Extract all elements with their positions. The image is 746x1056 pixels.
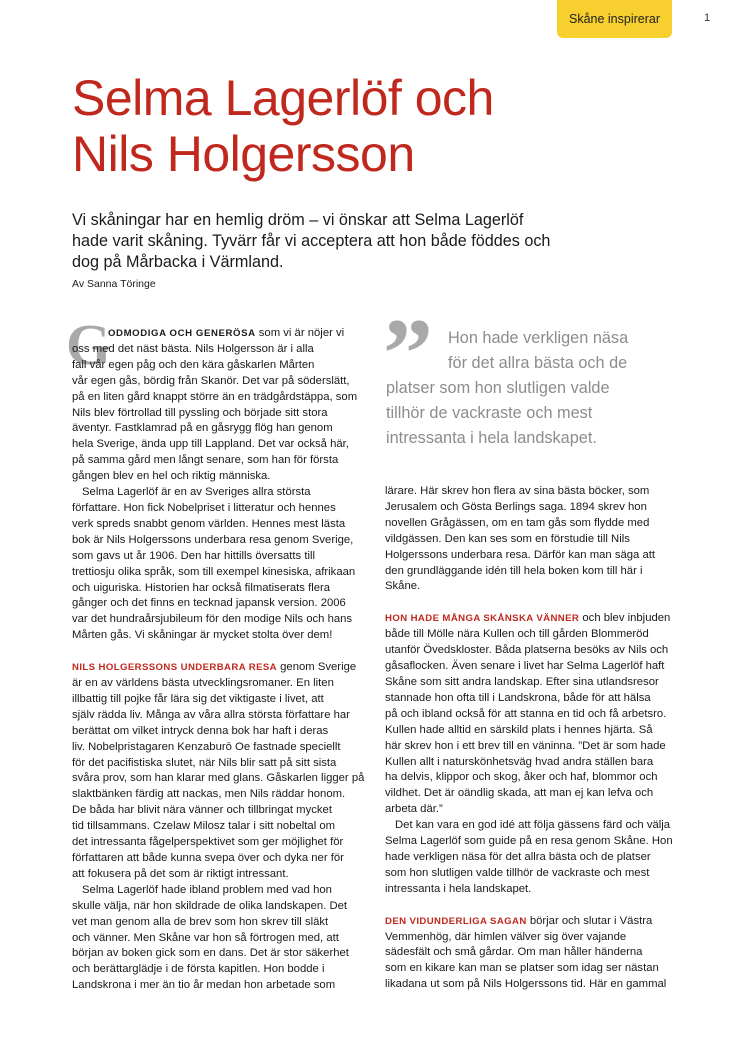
- text-line: är en av världens bästa utvecklingsromaner. En liten: [72, 677, 334, 690]
- text-line: för det pacifistiska slutet, när Nils blir satt på sitt sista: [72, 756, 337, 769]
- text-line: berättat om vilket intryck denna bok har haft i deras: [72, 724, 329, 737]
- text-line: oss med det näst bästa. Nils Holgersson är i alla: [72, 342, 314, 355]
- text-line: stannade hon ofta till i Landskrona, både för att hälsa: [385, 691, 651, 704]
- text-line: som hon slutligen valde tillhör de vackraste och mest: [385, 866, 650, 879]
- paragraph-2: [385, 627, 685, 818]
- paragraph-2: [72, 485, 362, 644]
- subheading-rest: och blev inbjuden: [579, 612, 671, 625]
- text-line: och uiguriska. Historien har också filmatiserats flera: [72, 581, 331, 594]
- text-line: De båda har blivit nära vänner och tillbringat mycket: [72, 804, 332, 817]
- ingress-line: hade varit skåning. Tyvärr får vi acceptera att hon både föddes och: [72, 232, 551, 250]
- text-line: Vemmenhög, där himlen välver sig över vajande: [385, 930, 627, 943]
- text-line: vildgässen. Den kan ses som en förstudie till Nils: [385, 532, 630, 545]
- subheading: NILS HOLGERSSONS UNDERBARA RESA: [72, 662, 278, 674]
- paragraph-3: [385, 818, 685, 898]
- text-line: författare. Hon fick Nobelpriset i litteratur och hennes: [72, 501, 336, 514]
- text-line: tid tillsammans. Czelaw Milosz talar i sitt nobeltal om: [72, 820, 336, 833]
- text-line: slaktbänken färdig att nackas, men Nils räddar honom.: [72, 788, 346, 801]
- text-line: gånger och det finns en tecknad japansk version. 2006: [72, 597, 346, 610]
- text-line: Mårten gås. Vi skåningar är mycket stolta över dem!: [72, 629, 333, 642]
- text-line: arbeta där.”: [385, 803, 443, 816]
- ingress-line: Vi skåningar har en hemlig dröm – vi önskar att Selma Lagerlöf: [72, 211, 524, 229]
- text-line: början av boken gick som en dans. Det är stor säkerhet: [72, 947, 349, 960]
- article-title: [72, 70, 692, 182]
- text-line: själv rädda liv. Många av våra allra största författare har: [72, 708, 350, 721]
- article-ingress: [72, 210, 662, 273]
- subheading: HON HADE MÅNGA SKÅNSKA VÄNNER: [385, 613, 580, 625]
- text-line: tillhör de vackraste och mest: [386, 404, 593, 422]
- text-line: Jerusalem och Gösta Berlings saga. 1894 skrev hon: [385, 500, 647, 513]
- text-line: Hon hade verkligen näsa: [448, 329, 629, 347]
- pull-quote: [386, 326, 686, 451]
- text-line: bok är Nils Holgerssons underbara resa genom Sverige,: [72, 533, 354, 546]
- text-line: novellen Grågässen, om en tam gås som flydde med: [385, 516, 650, 529]
- text-line: Landskrona i mer än tio år medan hon arbetade som: [72, 979, 336, 992]
- text-line: som en kikare kan man se platser som idag ser nästan: [385, 962, 659, 975]
- subheading-rest: börjar och slutar i Västra: [526, 914, 653, 927]
- text-line: som gavs ut år 1906. Den har hittills översatts till: [72, 549, 315, 562]
- text-line: var det hundraårsjubileum för den modige Nils och hans: [72, 613, 353, 626]
- text-line: vår egen gås, bördig från Skanör. Det var på söderslätt,: [72, 374, 350, 387]
- subheading-rest: genom Sverige: [277, 661, 357, 674]
- text-line: trettiosju olika språk, som till exempel kinesiska, afrikaan: [72, 565, 356, 578]
- text-line: den grundläggande idén till hela boken kom till här i: [385, 564, 643, 577]
- text-line: skulle välja, när hon skildrade de olika landskapen. Det: [72, 899, 348, 912]
- text-line: intressanta i hela landskapet.: [386, 429, 597, 447]
- text-line: platser som hon slutligen valde: [386, 379, 610, 397]
- text-line: äventyr. Fastklamrad på en gåsrygg flög han genom: [72, 422, 333, 435]
- text-line: här skrev hon i ett brev till en väninna. ”Det är som hade: [385, 739, 666, 752]
- quote-mark-icon: ”: [383, 298, 427, 409]
- paragraph-4: [385, 930, 685, 994]
- text-line: illbattig till pojke får lära sig det viktigaste i livet, att: [72, 692, 324, 705]
- text-line: fall vår egen påg och den kära gåskarlen Mårten: [72, 358, 315, 371]
- paragraph-1: [385, 484, 685, 595]
- text-line: författaren att både kunna svepa över och dyka ner för: [72, 852, 344, 864]
- page-number: 1: [704, 12, 711, 24]
- byline: Av Sanna Töringe: [72, 278, 156, 290]
- text-line: vet man genom alla de brev som hon skrev till släkt: [72, 915, 329, 928]
- subheading-line: [385, 914, 685, 930]
- paragraph-3: [72, 676, 365, 883]
- text-line: Kullen allt i naturskönhetsväg hvad andra ställen bara: [385, 755, 654, 768]
- text-line: likadana ut som på Nils Holgerssons tid. Här en gammal: [385, 978, 667, 991]
- text-line: för det allra bästa och de: [448, 354, 628, 372]
- text-line: Nils blev förtrollad till pyssling och började sitt stora: [72, 406, 328, 419]
- text-line: hela Sverige, ända upp till Lappland. Det var också här,: [72, 438, 349, 451]
- text-line: gången blev en hel och riktig människa.: [72, 470, 271, 483]
- drop-cap: G: [66, 312, 112, 377]
- text-line: Holgerssons underbara resa. Därför kan man säga att: [385, 548, 656, 561]
- text-line: gåsaflocken. Även senare i livet har Selma Lagerlöf haft: [385, 660, 665, 673]
- text-line: Selma Lagerlöf är en av Sveriges allra största: [82, 486, 311, 499]
- text-line: Skåne som sitt andra landskap. Efter sina utlandsresor: [385, 675, 659, 688]
- paragraph-1: [72, 342, 362, 485]
- paragraph-4: [72, 883, 362, 994]
- section-tab: Skåne inspirerar: [557, 0, 672, 38]
- text-line: verk spreds snabbt genom världen. Hennes mest lästa: [72, 517, 346, 530]
- text-line: svåra prov, som han klarar med glans. Gåskarlen ligger på: [72, 772, 365, 785]
- text-line: ha delvis, klippor och skog, åker och haf, blommor och: [385, 771, 658, 784]
- subheading-line: [72, 660, 362, 676]
- first-line: [72, 326, 362, 342]
- text-line: vildhet. Det är oändlig skada, att man ej kan lefva och: [385, 787, 654, 800]
- lead-caps: ODMODIGA OCH GENERÖSA: [108, 328, 256, 339]
- text-line: det intressanta fågelperspektivet som ger möjlighet för: [72, 836, 344, 849]
- first-line-text: som vi är nöjer vi: [255, 327, 345, 339]
- text-line: Selma Lagerlöf hade ibland problem med vad hon: [82, 883, 332, 896]
- text-line: på en liten gård knappt större än en trädgårdstäppa, som: [72, 390, 358, 403]
- text-line: och berättarglädje i de första kapitlen. Hon bodde i: [72, 963, 325, 976]
- right-column: [385, 484, 685, 993]
- text-line: utanför Övedskloster. Båda platserna besöks av Nils och: [385, 644, 669, 657]
- text-line: intressanta i hela landskapet.: [385, 882, 532, 895]
- text-line: och vänner. Men Skåne var hon så förtrogen med, att: [72, 931, 339, 944]
- subheading: DEN VIDUNDERLIGA SAGAN: [385, 915, 527, 927]
- text-line: Selma Lagerlöf som guide på en resa genom Skåne. Hon: [385, 835, 673, 848]
- text-line: Det kan vara en god idé att följa gässens färd och välja: [395, 819, 671, 832]
- text-line: sädesfält och små gårdar. Om man håller händerna: [385, 946, 643, 959]
- text-line: Skåne.: [385, 580, 421, 593]
- left-column: [72, 326, 365, 994]
- text-line: lärare. Här skrev hon flera av sina bästa böcker, som: [385, 485, 650, 497]
- text-line: liv. Nobelpristagaren Kenzaburō Oe fastnade speciellt: [72, 740, 341, 753]
- text-line: hade verkligen näsa för det allra bästa och de platser: [385, 850, 651, 863]
- text-line: både till Mölle nära Kullen och till gården Blommeröd: [385, 628, 649, 641]
- text-line: att fokusera på det som är riktigt intressant.: [72, 867, 289, 880]
- text-line: Kullen hade alltid en särskild plats i hennes hjärta. Så: [385, 723, 653, 736]
- title-line: Selma Lagerlöf och: [72, 70, 494, 126]
- ingress-line: dog på Mårbacka i Värmland.: [72, 253, 284, 271]
- text-line: på samma gård men långt senare, som han för första: [72, 454, 339, 467]
- title-line: Nils Holgersson: [72, 126, 415, 182]
- text-line: på och ibland också för att stanna en tid och få arbetsro.: [385, 707, 667, 720]
- subheading-line: [385, 611, 685, 627]
